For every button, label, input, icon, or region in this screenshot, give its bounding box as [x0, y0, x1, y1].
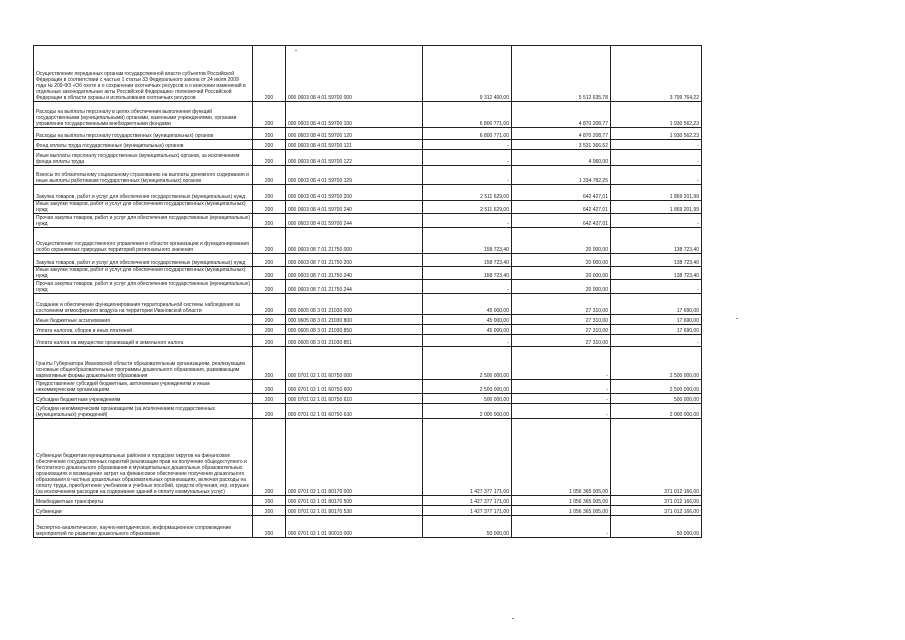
table-row — [34, 201, 702, 214]
row-classification-cell: 000 0605 08 3 01 21030 850 — [286, 325, 423, 335]
row-classification-cell: 000 0603 08 7 01 21750 244 — [286, 280, 423, 294]
row-classification-cell: 000 0603 08 4 01 59700 200 — [286, 185, 423, 201]
row-executed-cell: 27 310,00 — [512, 294, 611, 315]
row-unexecuted-cell: 3 799 764,22 — [611, 46, 702, 102]
row-name-cell: Осуществление государственного управления в области организации и функционирования особо охраняемых природных территорий регионального значения — [34, 228, 253, 254]
row-name-cell: Расходы на выплаты персоналу государственных (муниципальных) органов — [34, 128, 253, 140]
row-unexecuted-cell: 1 930 562,23 — [611, 102, 702, 128]
row-name-cell: Уплата налога на имущество организаций и земельного налога — [34, 335, 253, 347]
row-unexecuted-cell: 371 012 166,00 — [611, 506, 702, 516]
row-classification-cell: 000 0701 02 1 01 80170 530 — [286, 506, 423, 516]
row-approved-cell: 9 312 400,00 — [423, 46, 512, 102]
row-unexecuted-cell: - — [611, 214, 702, 228]
row-name-cell: Уплата налогов, сборов и иных платежей — [34, 325, 253, 335]
row-classification-cell: 000 0701 02 1 01 80170 500 — [286, 496, 423, 506]
row-unexecuted-cell: 2 000 000,00 — [611, 404, 702, 419]
row-executed-cell: 20 000,00 — [512, 254, 611, 267]
row-code-cell: 200 — [253, 404, 286, 419]
row-classification-cell: 000 0603 08 4 01 59700 244 — [286, 214, 423, 228]
row-classification-cell: 000 0603 08 7 01 21750 240 — [286, 267, 423, 280]
row-approved-cell: 45 000,00 — [423, 294, 512, 315]
table-row — [34, 140, 702, 150]
table-row — [34, 185, 702, 201]
row-executed-cell: 4 870 208,77 — [512, 102, 611, 128]
row-classification-cell: 000 0603 08 4 01 59700 120 — [286, 128, 423, 140]
table-row — [34, 46, 702, 102]
row-unexecuted-cell: 2 500 000,00 — [611, 347, 702, 380]
row-name-cell: Гранты Губернатора Ивановской области образовательным организациям, реализующим основные общеобразовательные программы дошкольного образования, развивающим вариативные формы дошкольного образования — [34, 347, 253, 380]
row-code-cell: 200 — [253, 419, 286, 496]
row-approved-cell: 158 723,40 — [423, 228, 512, 254]
row-executed-cell: 642 427,01 — [512, 214, 611, 228]
row-code-cell: 200 — [253, 325, 286, 335]
row-classification-cell: 000 0605 08 3 01 21030 800 — [286, 315, 423, 325]
table-row — [34, 150, 702, 166]
row-name-cell: Осуществление переданных органам государственной власти субъектов Российской Федерации в соответствии с частью 1 статьи 33 Федерального закона от 24 июля 2009 года № 209-ФЗ «Об охоте и о сохранении охотничьих ресурсов и о внесении изменений в отдельные законодательные акты Российской Федерации» полномочий Российской Федерации в области охраны и использования охотничьих ресурсов — [34, 46, 253, 102]
row-code-cell: 200 — [253, 335, 286, 347]
row-executed-cell: 4 870 208,77 — [512, 128, 611, 140]
row-executed-cell: 642 427,01 — [512, 201, 611, 214]
table-row — [34, 102, 702, 128]
row-classification-cell: 000 0603 08 4 01 59700 000 — [286, 46, 423, 102]
row-classification-cell: 000 0603 08 4 01 59700 122 — [286, 150, 423, 166]
table-row — [34, 496, 702, 506]
row-approved-cell: 6 800 771,00 — [423, 128, 512, 140]
row-classification-cell: 000 0605 08 3 01 21030 000 — [286, 294, 423, 315]
scan-artifact — [295, 50, 297, 51]
row-code-cell: 200 — [253, 150, 286, 166]
row-approved-cell: 6 800 771,00 — [423, 102, 512, 128]
row-approved-cell: 158 723,40 — [423, 254, 512, 267]
row-executed-cell: 1 056 365 005,00 — [512, 496, 611, 506]
table-row — [34, 267, 702, 280]
row-executed-cell: - — [512, 380, 611, 394]
row-executed-cell: 5 512 635,78 — [512, 46, 611, 102]
row-approved-cell: - — [423, 280, 512, 294]
row-code-cell: 200 — [253, 347, 286, 380]
row-classification-cell: 000 0701 02 1 01 60750 630 — [286, 404, 423, 419]
row-executed-cell: 1 334 782,25 — [512, 166, 611, 185]
table-row — [34, 419, 702, 496]
row-classification-cell: 000 0701 02 1 01 90010 000 — [286, 516, 423, 538]
row-approved-cell: - — [423, 335, 512, 347]
row-code-cell: 200 — [253, 315, 286, 325]
row-name-cell: Взносы по обязательному социальному страхованию на выплаты денежного содержания и иные выплаты работникам государственных (муниципальных) органов — [34, 166, 253, 185]
row-unexecuted-cell: 371 012 166,00 — [611, 496, 702, 506]
row-approved-cell: 2 500 000,00 — [423, 347, 512, 380]
row-unexecuted-cell: - — [611, 280, 702, 294]
row-code-cell: 200 — [253, 214, 286, 228]
row-classification-cell: 000 0605 08 3 01 21030 851 — [286, 335, 423, 347]
row-approved-cell: 50 000,00 — [423, 516, 512, 538]
row-approved-cell: 2 500 000,00 — [423, 380, 512, 394]
row-name-cell: Субсидии некоммерческим организациям (за исключением государственных (муниципальных) учреждений) — [34, 404, 253, 419]
budget-execution-table — [33, 45, 702, 538]
row-name-cell: Субсидии бюджетным учреждениям — [34, 394, 253, 404]
row-executed-cell: - — [512, 394, 611, 404]
row-unexecuted-cell: - — [611, 150, 702, 166]
row-executed-cell: 1 056 365 005,00 — [512, 506, 611, 516]
row-approved-cell: - — [423, 166, 512, 185]
row-unexecuted-cell: 500 000,00 — [611, 394, 702, 404]
row-unexecuted-cell: 17 690,00 — [611, 325, 702, 335]
row-code-cell: 200 — [253, 280, 286, 294]
row-code-cell: 200 — [253, 228, 286, 254]
row-name-cell: Предоставление субсидий бюджетным, автономным учреждениям и иным некоммерческим организациям — [34, 380, 253, 394]
row-executed-cell: 20 000,00 — [512, 267, 611, 280]
table-row — [34, 280, 702, 294]
row-approved-cell: 2 000 000,00 — [423, 404, 512, 419]
row-code-cell: 200 — [253, 166, 286, 185]
row-name-cell: Фонд оплаты труда государственных (муниципальных) органов — [34, 140, 253, 150]
row-name-cell: Прочая закупка товаров, работ и услуг для обеспечения государственных (муниципальных) нужд — [34, 280, 253, 294]
row-unexecuted-cell: 2 500 000,00 — [611, 380, 702, 394]
row-name-cell: Иные бюджетные ассигнования — [34, 315, 253, 325]
row-unexecuted-cell: 371 012 166,00 — [611, 419, 702, 496]
row-classification-cell: 000 0701 02 1 01 60750 600 — [286, 380, 423, 394]
row-name-cell: Субвенции — [34, 506, 253, 516]
row-unexecuted-cell: 17 690,00 — [611, 294, 702, 315]
row-code-cell: 200 — [253, 267, 286, 280]
table-row — [34, 335, 702, 347]
row-code-cell: 200 — [253, 128, 286, 140]
row-unexecuted-cell: - — [611, 140, 702, 150]
row-code-cell: 200 — [253, 496, 286, 506]
table-body — [34, 46, 702, 538]
row-name-cell: Прочая закупка товаров, работ и услуг для обеспечения государственных (муниципальных) нужд — [34, 214, 253, 228]
table-row — [34, 506, 702, 516]
row-name-cell: Иные закупки товаров, работ и услуг для обеспечения государственных (муниципальных) нужд — [34, 201, 253, 214]
row-code-cell: 200 — [253, 140, 286, 150]
table-row — [34, 404, 702, 419]
row-classification-cell: 000 0603 08 4 01 59700 121 — [286, 140, 423, 150]
row-code-cell: 200 — [253, 254, 286, 267]
table-row — [34, 380, 702, 394]
row-approved-cell: 45 000,00 — [423, 315, 512, 325]
row-code-cell: 200 — [253, 380, 286, 394]
row-name-cell: Закупка товаров, работ и услуг для обеспечения государственных (муниципальных) нужд — [34, 254, 253, 267]
row-name-cell: Закупка товаров, работ и услуг для обеспечения государственных (муниципальных) нужд — [34, 185, 253, 201]
row-executed-cell: 4 060,00 — [512, 150, 611, 166]
row-name-cell: Субвенции бюджетам муниципальных районов и городских округов на финансовое обеспечение государственных гарантий реализации прав на получение общедоступного и бесплатного дошкольного образования в муниципальных дошкольных образовательных организациях и возмещение затрат на финансовое обеспечение получения дошкольного образования в частных дошкольных образовательных организациях, включая расходы на оплату труда, приобретение учебников и учебных пособий, средств обучения, игр, игрушек (за исключением расходов на содержание зданий и оплату коммунальных услуг) — [34, 419, 253, 496]
row-executed-cell: 27 310,00 — [512, 315, 611, 325]
row-unexecuted-cell: - — [611, 335, 702, 347]
row-approved-cell: 1 427 377 171,00 — [423, 506, 512, 516]
row-classification-cell: 000 0603 08 4 01 59700 100 — [286, 102, 423, 128]
row-code-cell: 200 — [253, 46, 286, 102]
row-approved-cell: 45 000,00 — [423, 325, 512, 335]
row-name-cell: Иные закупки товаров, работ и услуг для обеспечения государственных (муниципальных) нужд — [34, 267, 253, 280]
row-executed-cell: 642 427,01 — [512, 185, 611, 201]
row-approved-cell: 2 511 629,00 — [423, 201, 512, 214]
row-code-cell: 200 — [253, 294, 286, 315]
row-classification-cell: 000 0603 08 4 01 59700 129 — [286, 166, 423, 185]
row-executed-cell: 27 310,00 — [512, 335, 611, 347]
row-classification-cell: 000 0603 08 7 01 21750 000 — [286, 228, 423, 254]
row-code-cell: 200 — [253, 102, 286, 128]
row-name-cell: Создание и обеспечение функционирования территориальной системы наблюдения за состоянием атмосферного воздуха на территории Ивановской области — [34, 294, 253, 315]
row-unexecuted-cell: 1 869 201,99 — [611, 185, 702, 201]
row-classification-cell: 000 0701 02 1 01 60750 000 — [286, 347, 423, 380]
row-approved-cell: - — [423, 140, 512, 150]
row-approved-cell: - — [423, 214, 512, 228]
row-executed-cell: 20 000,00 — [512, 228, 611, 254]
row-approved-cell: 158 723,40 — [423, 267, 512, 280]
row-classification-cell: 000 0603 08 4 01 59700 240 — [286, 201, 423, 214]
row-executed-cell: 3 531 366,52 — [512, 140, 611, 150]
table-row — [34, 128, 702, 140]
row-classification-cell: 000 0603 08 7 01 21750 200 — [286, 254, 423, 267]
scan-artifact — [512, 618, 514, 619]
row-unexecuted-cell: 138 723,40 — [611, 228, 702, 254]
row-code-cell: 200 — [253, 506, 286, 516]
row-unexecuted-cell: 138 723,40 — [611, 254, 702, 267]
table-row — [34, 254, 702, 267]
table-row — [34, 325, 702, 335]
row-name-cell: Иные выплаты персоналу государственных (муниципальных) органов, за исключением фонда оплаты труда — [34, 150, 253, 166]
row-unexecuted-cell: 1 869 201,99 — [611, 201, 702, 214]
table-row — [34, 394, 702, 404]
table-row — [34, 228, 702, 254]
table-row — [34, 347, 702, 380]
scan-artifact — [736, 318, 738, 319]
row-executed-cell: 27 310,00 — [512, 325, 611, 335]
table-row — [34, 294, 702, 315]
row-name-cell: Расходы на выплаты персоналу в целях обеспечения выполнения функций государственными (муниципальными) органами, казенными учреждениями, органами управления государственными внебюджетными фондами — [34, 102, 253, 128]
row-unexecuted-cell: 17 690,00 — [611, 315, 702, 325]
row-code-cell: 200 — [253, 394, 286, 404]
row-code-cell: 200 — [253, 185, 286, 201]
row-classification-cell: 000 0701 02 1 01 60750 610 — [286, 394, 423, 404]
table-row — [34, 315, 702, 325]
row-executed-cell: - — [512, 347, 611, 380]
row-unexecuted-cell: 50 000,00 — [611, 516, 702, 538]
row-code-cell: 200 — [253, 516, 286, 538]
row-unexecuted-cell: 138 723,40 — [611, 267, 702, 280]
document-page — [33, 45, 701, 605]
table-row — [34, 166, 702, 185]
row-executed-cell: 1 056 365 005,00 — [512, 419, 611, 496]
row-approved-cell: 2 511 629,00 — [423, 185, 512, 201]
row-unexecuted-cell: - — [611, 166, 702, 185]
row-approved-cell: 1 427 377 171,00 — [423, 496, 512, 506]
row-unexecuted-cell: 1 930 562,23 — [611, 128, 702, 140]
row-name-cell: Межбюджетные трансферты — [34, 496, 253, 506]
row-executed-cell: 20 000,00 — [512, 280, 611, 294]
row-executed-cell: - — [512, 404, 611, 419]
row-name-cell: Экспертно-аналитическое, научно-методическое, информационное сопровождение мероприятий по развитию дошкольного образования — [34, 516, 253, 538]
row-code-cell: 200 — [253, 201, 286, 214]
row-classification-cell: 000 0701 02 1 01 80170 000 — [286, 419, 423, 496]
table-row — [34, 214, 702, 228]
row-executed-cell: - — [512, 516, 611, 538]
row-approved-cell: - — [423, 150, 512, 166]
table-row — [34, 516, 702, 538]
row-approved-cell: 500 000,00 — [423, 394, 512, 404]
row-approved-cell: 1 427 377 171,00 — [423, 419, 512, 496]
